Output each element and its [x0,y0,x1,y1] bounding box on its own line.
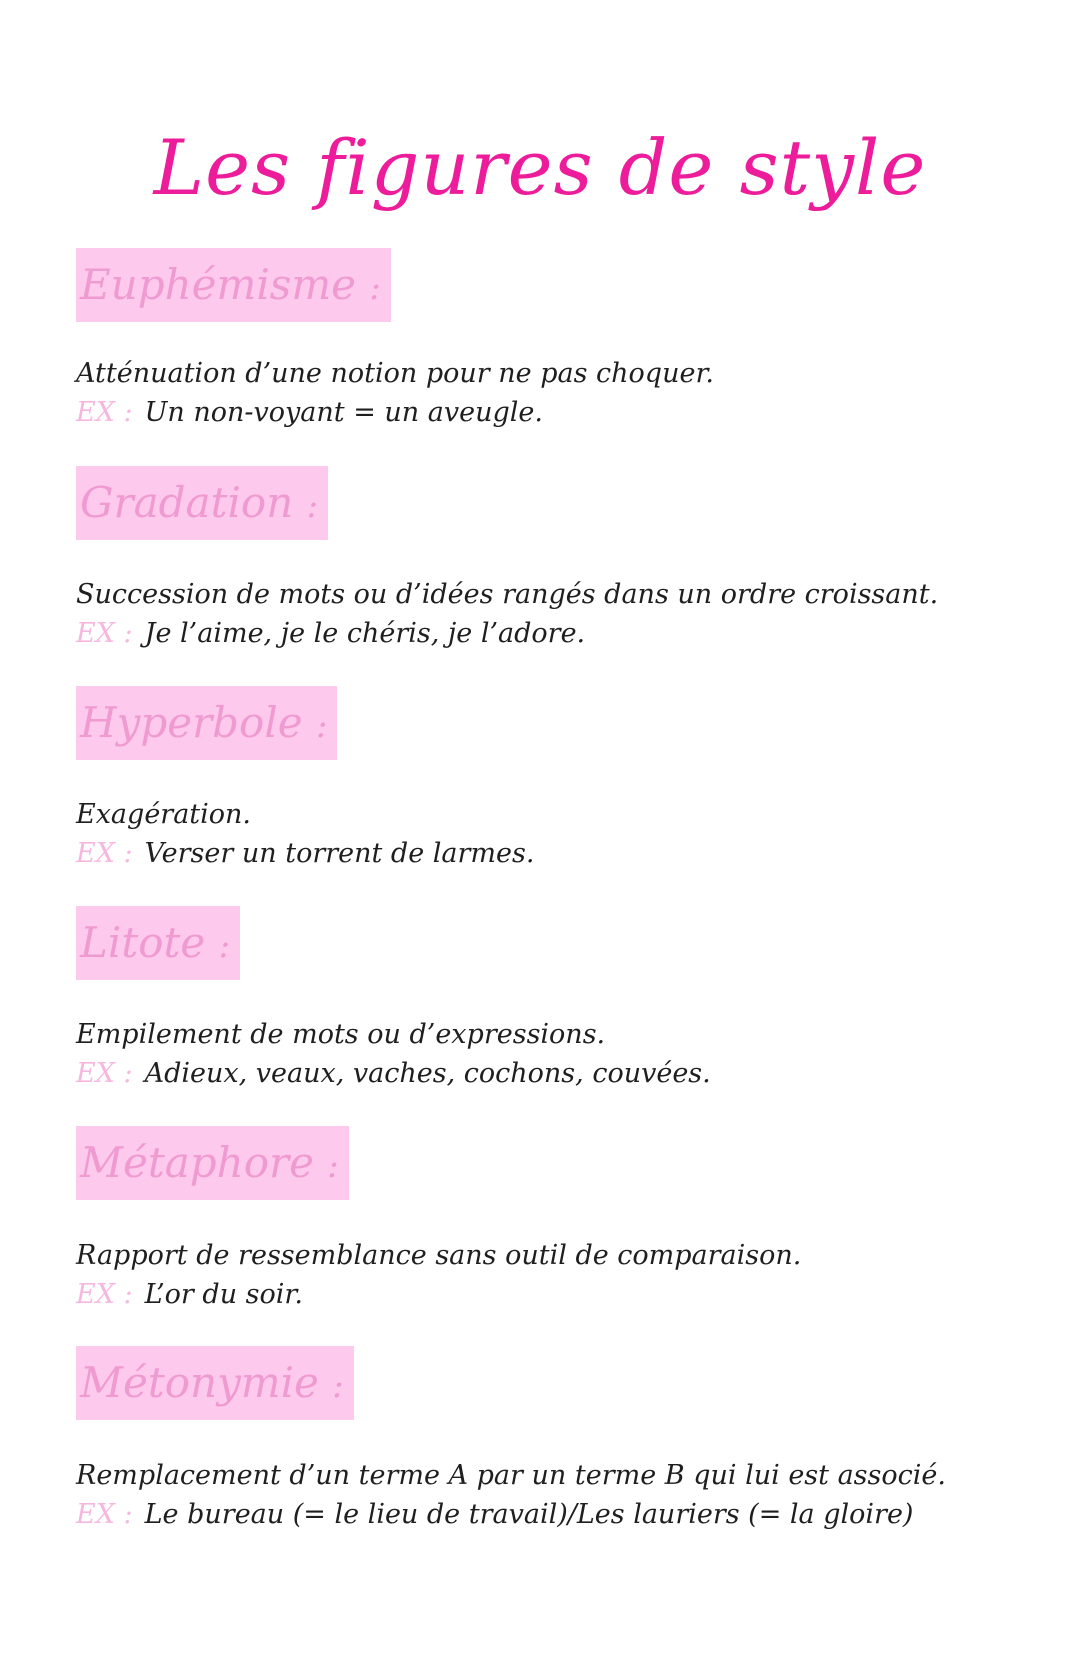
example-line [76,1055,711,1093]
figure-section-euphemisme [76,248,1036,428]
term-colon: : [306,486,319,526]
example-text: Adieux, veaux, vaches, cochons, couvées. [144,1058,711,1089]
ex-label: EX : [76,1058,133,1089]
term-label: Hyperbole [80,698,303,747]
example-text: Un non-voyant = un aveugle. [144,397,543,428]
figure-section-litote [76,906,1036,1089]
term-heading [76,466,328,540]
figure-section-hyperbole [76,686,1036,869]
term-heading [76,1346,354,1420]
ex-label: EX : [76,397,133,428]
term-label: Métaphore [80,1138,314,1187]
ex-label: EX : [76,1279,133,1310]
example-line [76,615,585,653]
definition-text: Remplacement d’un terme A par un terme B qui lui est associé. [76,1460,946,1491]
term-label: Métonymie [80,1358,319,1407]
term-heading [76,686,337,760]
term-colon: : [218,926,231,966]
example-line [76,835,534,873]
definition-text: Succession de mots ou d’idées rangés dans un ordre croissant. [76,579,939,610]
term-label: Euphémisme [80,260,356,309]
example-line [76,1496,913,1534]
example-line [76,1276,303,1314]
definition-text: Atténuation d’une notion pour ne pas choquer. [76,358,714,389]
term-label: Litote [80,918,206,967]
figure-section-gradation [76,466,1036,649]
ex-label: EX : [76,618,133,649]
term-colon: : [332,1366,344,1406]
term-colon: : [316,706,328,746]
figure-section-metaphore [76,1126,1036,1310]
ex-label: EX : [76,838,133,869]
term-heading [76,1126,349,1200]
definition-text: Empilement de mots ou d’expressions. [76,1019,606,1050]
page-title: Les figures de style [153,123,927,212]
term-heading [76,906,240,980]
term-colon: : [327,1146,339,1186]
definition-text: Rapport de ressemblance sans outil de comparaison. [76,1240,802,1271]
term-heading [76,248,391,322]
example-text: Le bureau (= le lieu de travail)/Les lauriers (= la gloire) [144,1499,914,1530]
term-label: Gradation [80,478,294,527]
definition-text: Exagération. [76,799,252,830]
term-colon: : [369,268,381,308]
ex-label: EX : [76,1499,133,1530]
figure-section-metonymie [76,1346,1036,1530]
example-text: Verser un torrent de larmes. [144,838,535,869]
example-line [76,394,543,432]
example-text: L’or du soir. [144,1279,303,1310]
example-text: Je l’aime, je le chéris, je l’adore. [144,618,586,649]
